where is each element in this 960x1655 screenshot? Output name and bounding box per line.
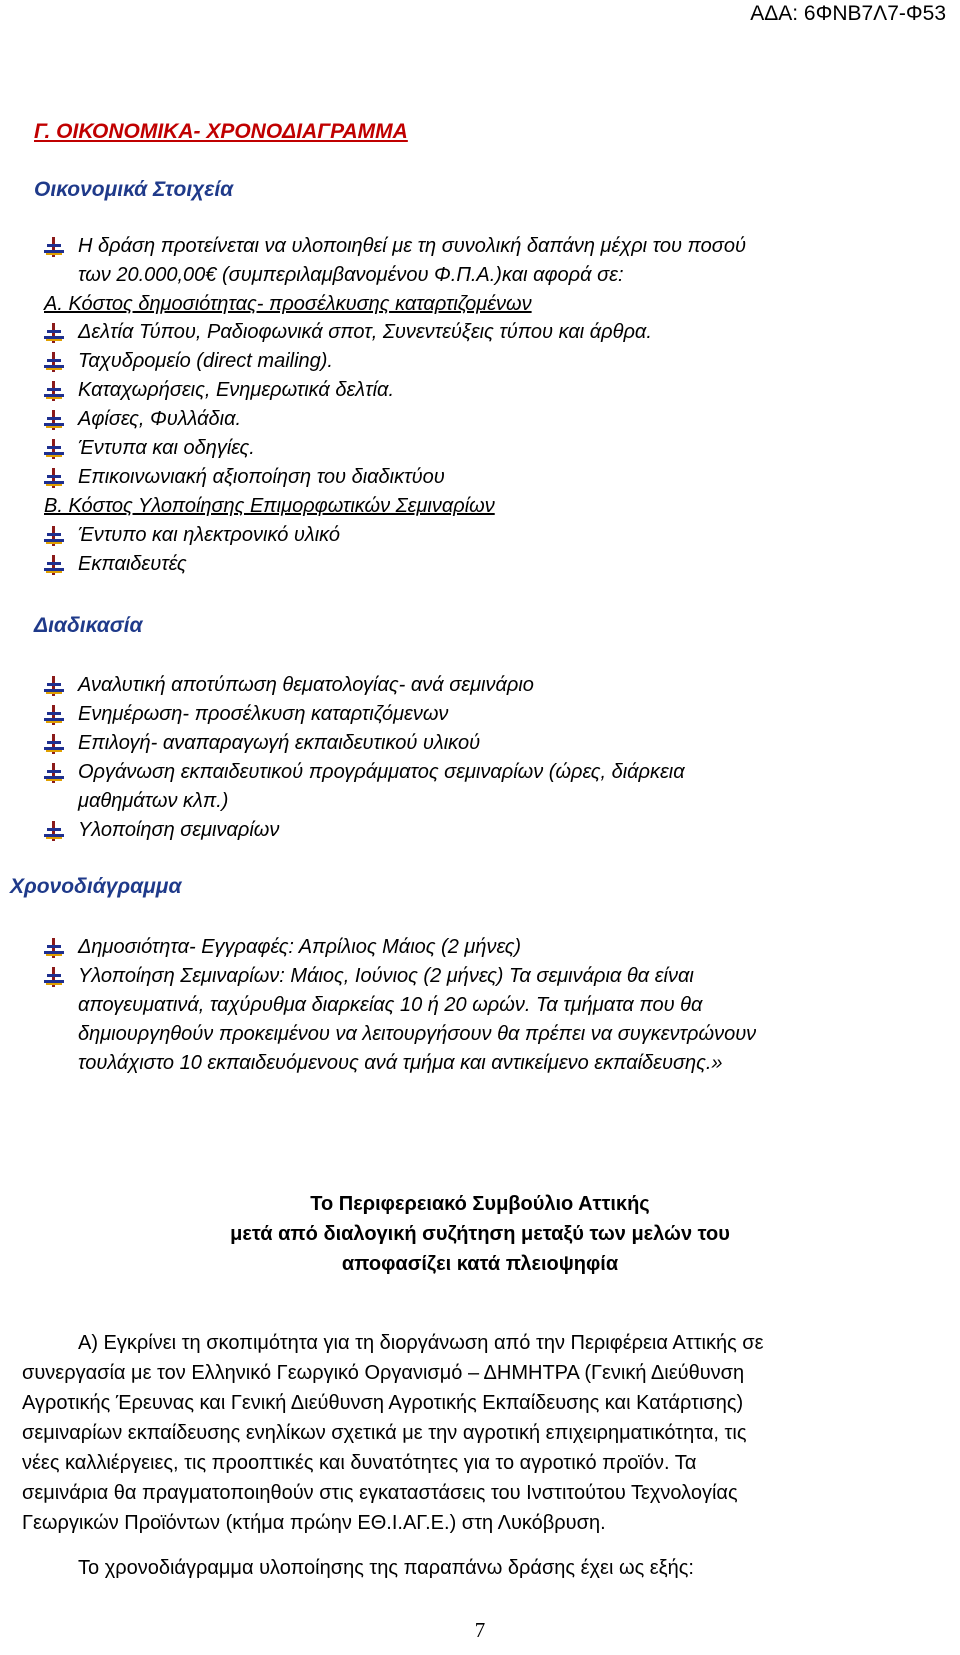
bullet-icon bbox=[44, 705, 64, 725]
decision-line: Το Περιφερειακό Συμβούλιο Αττικής bbox=[310, 1193, 650, 1215]
list-item bbox=[44, 816, 279, 845]
procedure-item: Υλοποίηση σεμιναρίων bbox=[78, 819, 280, 841]
section-title: Γ. ΟΙΚΟΝΟΜΙΚΑ- ΧΡΟΝΟΔΙΑΓΡΑΜΜΑ bbox=[34, 120, 408, 143]
document-reference: ΑΔΑ: 6ΦΝΒ7Λ7-Φ53 bbox=[750, 2, 946, 25]
procedure-item-continued: μαθημάτων κλπ.) bbox=[78, 790, 229, 812]
list-item bbox=[44, 521, 340, 550]
list-item bbox=[44, 318, 652, 347]
bullet-icon bbox=[44, 967, 64, 987]
procedure-item: Ενημέρωση- προσέλκυση καταρτιζόμενων bbox=[78, 703, 449, 725]
bullet-icon bbox=[44, 410, 64, 430]
bullet-icon bbox=[44, 237, 64, 257]
decision-line: μετά από διαλογική συζήτηση μεταξύ των μελών του bbox=[230, 1223, 730, 1245]
bullet-icon bbox=[44, 352, 64, 372]
list-item bbox=[44, 232, 900, 290]
paragraph-line: Γεωργικών Προϊόντων (κτήμα πρώην ΕΘ.Ι.ΑΓ.Ε.) στη Λυκόβρυση. bbox=[22, 1512, 606, 1534]
cost-a-heading: Α. Κόστος δημοσιότητας- προσέλκυσης καταρτιζομένων bbox=[44, 293, 532, 315]
bullet-icon bbox=[44, 555, 64, 575]
schedule-heading: Χρονοδιάγραμμα bbox=[10, 875, 182, 898]
cost-a-item: Ταχυδρομείο (direct mailing). bbox=[78, 350, 333, 372]
schedule-line: τουλάχιστο 10 εκπαιδευόμενους ανά τμήμα και αντικείμενο εκπαίδευσης.» bbox=[78, 1052, 723, 1074]
list-item bbox=[44, 729, 480, 758]
bullet-icon bbox=[44, 734, 64, 754]
schedule-intro: Το χρονοδιάγραμμα υλοποίησης της παραπάνω δράσης έχει ως εξής: bbox=[78, 1557, 694, 1579]
paragraph-line: σεμιναρίων εκπαίδευσης ενηλίκων σχετικά με την αγροτική επιχειρηματικότητα, τις bbox=[22, 1422, 747, 1444]
cost-a-item: Αφίσες, Φυλλάδια. bbox=[78, 408, 242, 430]
schedule-line: Υλοποίηση Σεμιναρίων: Μάιος, Ιούνιος (2 μήνες) Τα σεμινάρια θα είναι bbox=[78, 965, 694, 987]
schedule-item: Δημοσιότητα- Εγγραφές: Απρίλιος Μάιος (2 μήνες) bbox=[78, 936, 522, 958]
intro-line: Η δράση προτείνεται να υλοποιηθεί με τη συνολική δαπάνη μέχρι του ποσού bbox=[78, 235, 746, 257]
cost-a-item: Έντυπα και οδηγίες. bbox=[78, 437, 255, 459]
cost-a-item: Δελτία Τύπου, Ραδιοφωνικά σποτ, Συνεντεύξεις τύπου και άρθρα. bbox=[78, 321, 652, 343]
list-item bbox=[44, 347, 333, 376]
list-item bbox=[44, 434, 255, 463]
procedure-item: Επιλογή- αναπαραγωγή εκπαιδευτικού υλικού bbox=[78, 732, 481, 754]
intro-line: των 20.000,00€ (συμπεριλαμβανομένου Φ.Π.Α.)και αφορά σε: bbox=[78, 264, 624, 286]
decision-block bbox=[0, 1189, 960, 1279]
schedule-line: δημιουργηθούν προκειμένου να λειτουργήσουν θα πρέπει να συγκεντρώνουν bbox=[78, 1023, 757, 1045]
list-item bbox=[44, 550, 187, 579]
paragraph-line: Α) Εγκρίνει τη σκοπιμότητα για τη διοργάνωση από την Περιφέρεια Αττικής σε bbox=[78, 1332, 764, 1354]
list-item bbox=[44, 463, 445, 492]
cost-b-item: Εκπαιδευτές bbox=[78, 553, 187, 575]
paragraph-line: νέες καλλιέργειες, τις προοπτικές και δυνατότητες για το αγροτικό προϊόν. Τα bbox=[22, 1452, 697, 1474]
bullet-icon bbox=[44, 468, 64, 488]
paragraph-line: Αγροτικής Έρευνας και Γενική Διεύθυνση Αγροτικής Εκπαίδευσης και Κατάρτισης) bbox=[22, 1392, 744, 1414]
list-item bbox=[44, 700, 448, 729]
procedure-item: Αναλυτική αποτύπωση θεματολογίας- ανά σεμινάριο bbox=[78, 674, 534, 696]
list-item bbox=[44, 962, 900, 1078]
bullet-icon bbox=[44, 381, 64, 401]
bullet-icon bbox=[44, 821, 64, 841]
bullet-icon bbox=[44, 938, 64, 958]
cost-b-item: Έντυπο και ηλεκτρονικό υλικό bbox=[78, 524, 341, 546]
decision-line: αποφασίζει κατά πλειοψηφία bbox=[341, 1253, 619, 1275]
bullet-icon bbox=[44, 323, 64, 343]
schedule-line: απογευματινά, ταχύρυθμα διαρκείας 10 ή 20 ωρών. Τα τμήματα που θα bbox=[78, 994, 703, 1016]
decision-paragraph bbox=[22, 1328, 936, 1538]
financial-heading: Οικονομικά Στοιχεία bbox=[34, 178, 234, 201]
bullet-icon bbox=[44, 526, 64, 546]
page-number: 7 bbox=[474, 1618, 486, 1642]
list-item bbox=[44, 376, 394, 405]
cost-a-item: Καταχωρήσεις, Ενημερωτικά δελτία. bbox=[78, 379, 395, 401]
list-item bbox=[44, 405, 241, 434]
cost-a-item: Επικοινωνιακή αξιοποίηση του διαδικτύου bbox=[78, 466, 445, 488]
procedure-item: Οργάνωση εκπαιδευτικού προγράμματος σεμιναρίων (ώρες, διάρκεια bbox=[78, 761, 685, 783]
paragraph-line: σεμινάρια θα πραγματοποιηθούν στις εγκαταστάσεις του Ινστιτούτου Τεχνολογίας bbox=[22, 1482, 738, 1504]
list-item bbox=[44, 671, 534, 700]
bullet-icon bbox=[44, 676, 64, 696]
cost-b-heading: Β. Κόστος Υλοποίησης Επιμορφωτικών Σεμιναρίων bbox=[44, 495, 495, 517]
bullet-icon bbox=[44, 439, 64, 459]
bullet-icon bbox=[44, 763, 64, 783]
procedure-heading: Διαδικασία bbox=[34, 614, 143, 637]
paragraph-line: συνεργασία με τον Ελληνικό Γεωργικό Οργανισμό – ΔΗΜΗΤΡΑ (Γενική Διεύθυνση bbox=[22, 1362, 745, 1384]
list-item bbox=[44, 758, 900, 787]
list-item bbox=[44, 933, 521, 962]
